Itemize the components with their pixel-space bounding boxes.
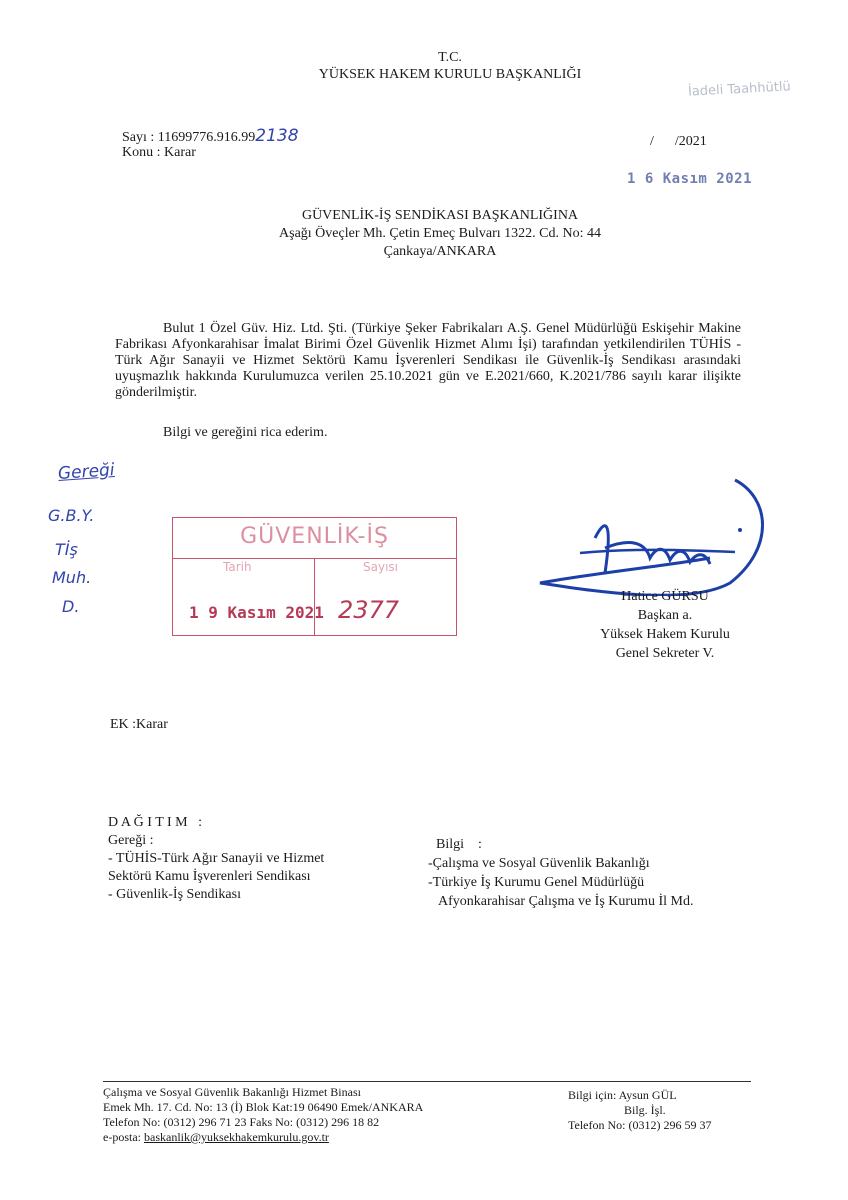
signer-title-2: Yüksek Hakem Kurulu [600,627,730,642]
konu-label: Konu [122,145,154,160]
margin-note-geregi: Gereği [57,460,116,484]
body-paragraph: Bulut 1 Özel Güv. Hiz. Ltd. Şti. (Türkiye Şeker Fabrikaları A.Ş. Genel Müdürlüğü Eskişehir Makine Fabrikası Afyonkarahisar İmalat Birimi Özel Güvenlik Hizmet Alımı İşi) tarafından yetkilendirilen TÜHİS - Türk Ağır Sanayii ve Hizmet Sektörü Kamu İşverenleri Sendikası ile Güvenlik-İş Sendikası arasındaki uyuşmazlık hakkında Kurulumuzca verilen 25.10.2021 gün ve E.2021/660, K.2021/786 sayılı karar ilişikte gönderilmiştir. [115,321,741,400]
stamp-tarih-label: Tarih [223,560,252,574]
date-field: / /2021 [650,134,707,149]
footer-address-line: Çalışma ve Sosyal Güvenlik Bakanlığı Hizmet Binası [103,1085,361,1099]
recipient-address: Aşağı Öveçler Mh. Çetin Emeç Bulvarı 1322. Cd. No: 44 [279,226,601,241]
footer-contact-name: Bilgi için: Aysun GÜL [568,1088,677,1102]
sayi-label: Sayı [122,130,147,145]
margin-note-d: D. [62,597,80,616]
footer-email-link[interactable]: baskanlik@yuksekhakemkurulu.gov.tr [144,1130,329,1144]
margin-note-tis: Tİş [55,540,78,559]
geregi-item: - TÜHİS-Türk Ağır Sanayii ve Hizmet [108,851,325,866]
signer-title-1: Başkan a. [637,608,693,623]
stamp-date: 1 9 Kasım 2021 [189,603,324,622]
signer-name: Hatice GÜRSU [621,589,709,604]
footer-address-line: Emek Mh. 17. Cd. No: 13 (İ) Blok Kat:19 06490 Emek/ANKARA [103,1100,424,1114]
received-stamp-title: GÜVENLİK-İŞ [240,524,389,549]
sayi-value: : 11699776.916.99 [150,130,256,145]
stamp-number: 2377 [338,596,400,624]
recipient-city: Çankaya/ANKARA [383,244,497,259]
signature-scribble [535,478,785,596]
distribution-title: D A Ğ I T I M : [108,815,202,830]
bilgi-label: Bilgi : [436,837,482,852]
footer-email-label: e-posta: [103,1130,141,1144]
closing-line: Bilgi ve gereğini rica ederim. [163,425,328,440]
registered-mail-stamp: İadeli Taahhütlü [687,79,792,100]
footer-email-row [103,1130,423,1145]
footer-contact-phone: Telefon No: (0312) 296 59 37 [568,1118,712,1132]
konu-value: : Karar [156,145,196,160]
attachment-label: EK [110,717,129,732]
bilgi-item: -Türkiye İş Kurumu Genel Müdürlüğü [428,875,645,890]
footer-rule [103,1081,751,1082]
footer-contact-role: Bilg. İşl. [624,1103,666,1117]
header-tc: T.C. [438,50,462,65]
header-institution: YÜKSEK HAKEM KURULU BAŞKANLIĞI [318,67,582,82]
stamp-divider-v [314,558,315,635]
date-stamp: 1 6 Kasım 2021 [627,171,753,187]
sayi-row [122,126,299,146]
geregi-label: Gereği : [108,833,154,848]
signer-title-3: Genel Sekreter V. [615,646,715,661]
margin-note-muh: Muh. [52,568,92,587]
attachment-row [110,717,168,733]
konu-row [122,145,196,161]
attachment-value: :Karar [132,717,168,732]
bilgi-item: -Çalışma ve Sosyal Güvenlik Bakanlığı [428,856,650,871]
geregi-item: - Güvenlik-İş Sendikası [108,887,241,902]
stamp-sayi-label: Sayısı [363,560,398,574]
footer-right [568,1088,748,1133]
sayi-handwritten: 2138 [255,126,299,146]
footer-phone-line: Telefon No: (0312) 296 71 23 Faks No: (0312) 296 18 82 [103,1115,380,1129]
margin-note-gby: G.B.Y. [48,506,95,525]
received-stamp [172,517,457,636]
bilgi-item: Afyonkarahisar Çalışma ve İş Kurumu İl Md. [438,894,694,909]
footer-left [103,1085,423,1145]
geregi-item: Sektörü Kamu İşverenleri Sendikası [108,869,311,884]
recipient-name: GÜVENLİK-İŞ SENDİKASI BAŞKANLIĞINA [301,208,579,223]
